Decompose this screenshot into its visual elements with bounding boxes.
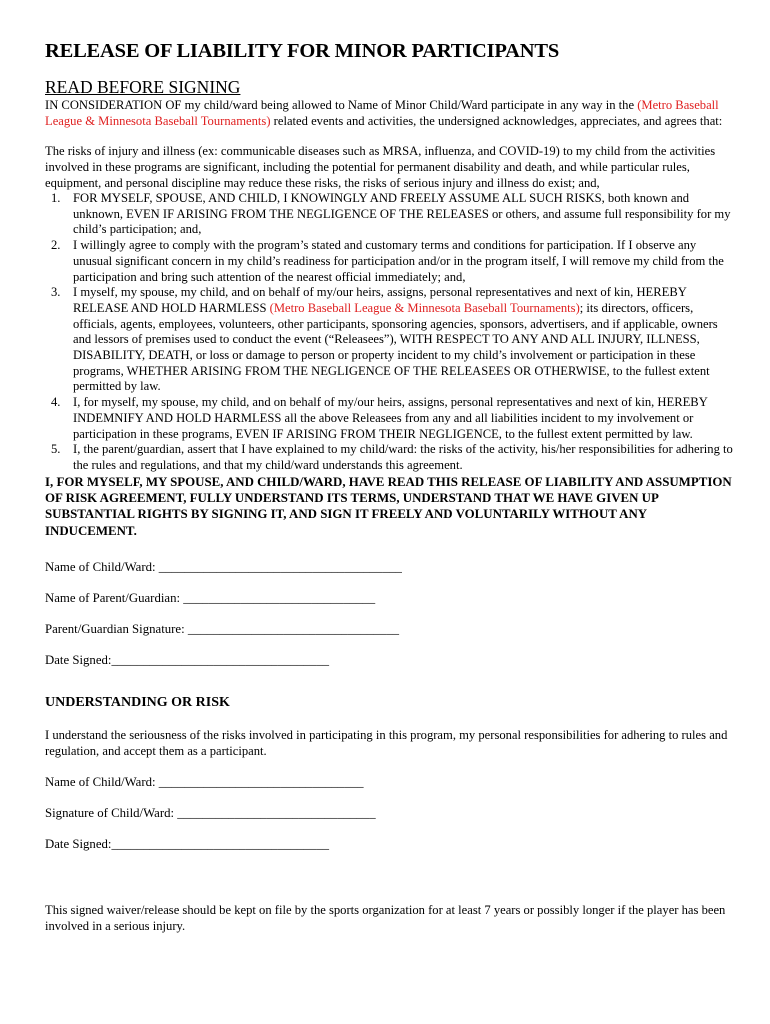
item-text: I, the parent/guardian, assert that I have explained to my child/ward: the risks of the activity, his/her responsibilities for adhering to the rules and regulations, and that my child/ward understands this agreement. [73, 442, 733, 472]
item-text: I willingly agree to comply with the program’s stated and customary terms and conditions for participation. If I observe any unusual significant concern in my child’s readiness for participation and/or in the program itself, I will remove my child from the participation and bring such attention of the nearest official immediately; and, [73, 238, 724, 284]
document-title: RELEASE OF LIABILITY FOR MINOR PARTICIPANTS [45, 40, 560, 62]
terms-item [45, 191, 735, 238]
understanding-risk-heading: UNDERSTANDING OR RISK [45, 695, 230, 711]
item-number: 5. [51, 442, 61, 457]
terms-item [45, 285, 735, 395]
understanding-paragraph: I understand the seriousness of the risks involved in participating in this program, my personal responsibilities for adhering to rules and regulation, and accept them as a participant. [45, 728, 728, 759]
child-signature-field[interactable]: Signature of Child/Ward: _______________________________ [45, 806, 376, 821]
item-text-end: ; its directors, officers, officials, agents, employees, volunteers, other participants, sponsoring agencies, sponsors, advertisers, and if applicable, owners and lessors of premises used to conduct the event (“Releasees”), WITH RESPECT TO ANY AND ALL INJURY, ILLNESS, DISABILITY, DEATH, or loss or damage to person or property incident to my child’s involvement or participation in these programs, WHETHER ARISING FROM THE NEGLIGENCE OF THE RELEASEES OR OTHERWISE, to the fullest extent permitted by law. [73, 300, 718, 394]
intro-text-end: related events and activities, the undersigned acknowledges, appreciates, and agrees that: [270, 114, 723, 128]
organization-name: (Metro Baseball League & Minnesota Baseball Tournaments) [45, 98, 719, 128]
read-before-signing-heading: READ BEFORE SIGNING [45, 77, 241, 97]
item-number: 2. [51, 238, 61, 253]
item-number: 1. [51, 191, 61, 205]
retention-note: This signed waiver/release should be kept on file by the sports organization for at least 7 years or possibly longer if the player has been involved in a serious injury. [45, 903, 726, 934]
terms-item [45, 395, 735, 442]
document-page [45, 38, 735, 934]
child-name-field[interactable]: Name of Child/Ward: ______________________________________ [45, 560, 402, 575]
acknowledgement-paragraph: I, FOR MYSELF, MY SPOUSE, AND CHILD/WARD, HAVE READ THIS RELEASE OF LIABILITY AND ASSUMPTION OF RISK AGREEMENT, FULLY UNDERSTAND ITS TERMS, UNDERSTAND THAT WE HAVE GIVEN UP SUBSTANTIAL RIGHTS BY SIGNING IT, AND SIGN IT FREELY AND VOLUNTARILY WITHOUT ANY INDUCEMENT. [45, 474, 732, 538]
item-number: 3. [51, 285, 61, 300]
terms-item [45, 442, 735, 473]
terms-item [45, 238, 735, 285]
intro-paragraph [45, 97, 735, 129]
item-text-start: I myself, my spouse, my child, and on behalf of my/our heirs, assigns, personal representatives and next of kin, HEREBY RELEASE AND HOLD HARMLESS [73, 285, 687, 315]
parent-name-field[interactable]: Name of Parent/Guardian: ______________________________ [45, 591, 376, 606]
organization-name: (Metro Baseball League & Minnesota Baseball Tournaments) [269, 300, 580, 315]
terms-list [45, 191, 735, 474]
item-number: 4. [51, 395, 61, 410]
date-signed-field-2[interactable]: Date Signed:__________________________________ [45, 837, 330, 852]
parent-signature-field[interactable]: Parent/Guardian Signature: _________________________________ [45, 622, 400, 637]
intro-text-start: IN CONSIDERATION OF my child/ward being allowed to Name of Minor Child/Ward participate in any way in the [45, 98, 638, 112]
child-name-field-2[interactable]: Name of Child/Ward: ________________________________ [45, 775, 364, 790]
risks-paragraph: The risks of injury and illness (ex: communicable diseases such as MRSA, influenza, and COVID-19) to my child from the activities involved in these programs are significant, including the potential for permanent disability and death, and while particular rules, equipment, and personal discipline may reduce these risks, the risks of serious injury and illness do exist; and, [45, 144, 716, 190]
item-text: I, for myself, my spouse, my child, and on behalf of my/our heirs, assigns, personal representatives and next of kin, HEREBY INDEMNIFY AND HOLD HARMLESS all the above Releasees from any and all liabilities incident to my involvement or participation in these programs, EVEN IF ARISING FROM THEIR NEGLIGENCE, to the fullest extent permitted by law. [73, 395, 708, 441]
date-signed-field[interactable]: Date Signed:__________________________________ [45, 653, 330, 668]
item-text: FOR MYSELF, SPOUSE, AND CHILD, I KNOWINGLY AND FREELY ASSUME ALL SUCH RISKS, both known and unknown, EVEN IF ARISING FROM THE NEGLIGENCE OF THE RELEASES or others, and assume full responsibility for my child’s participation; and, [73, 191, 731, 237]
